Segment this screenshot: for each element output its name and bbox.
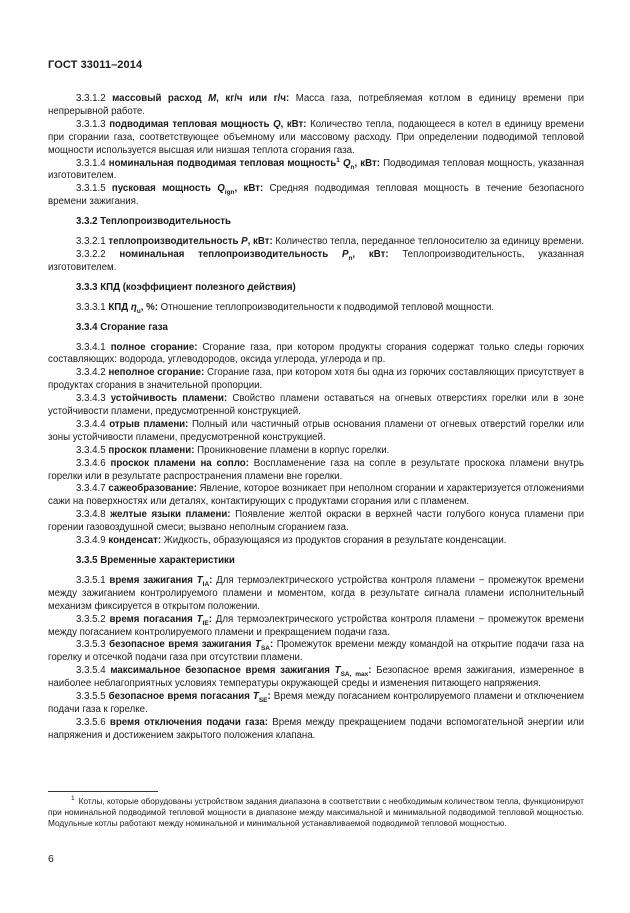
definition: Время между прекращением подачи вспомогательной энергии или напряжения и достижением закрытого положения клапана. [48, 716, 584, 741]
clause-number: 3.3.1.2 [76, 93, 106, 104]
definition: Воспламенение газа на сопле в результате проскока пламени внутрь горелки или в результате распространения пламени вне горелки. [48, 457, 584, 482]
clause-number: 3.3.1.3 [76, 118, 106, 130]
definition: Жидкость, образующаяся из продуктов сгорания в результате конденсации. [163, 535, 507, 547]
definition: Теплопроизводительность, указанная изготовителем. [48, 248, 584, 273]
term: отрыв пламени: [109, 418, 189, 430]
clause-3-3-4-6 [48, 458, 584, 484]
section-heading-3-3-5: 3.3.5 Временные характеристики [76, 555, 235, 566]
clause-3-3-1-4 [48, 158, 584, 184]
section-heading-3-3-3: 3.3.3 КПД (коэффициент полезного действия) [76, 281, 296, 293]
clause-number: 3.3.4.2 [76, 367, 106, 379]
term: пусковая мощность $Q_{ign}$, кВт: [111, 183, 264, 197]
clause-number: 3.3.5.4 [76, 665, 106, 677]
definition: Явление, которое возникает при неполном сгорании и характеризуется отложениями сажи на поверхностях или деталях, контактирующих с продуктами сгорания или с пламенем. [48, 483, 584, 508]
definition: Время между погасанием контролируемого пламени и отключением подачи газа к горелке. [48, 691, 585, 715]
term: проскок пламени на сопло: [110, 457, 249, 469]
term: подводимая тепловая мощность Q, кВт: [109, 118, 307, 130]
term: массовый расход M, кг/ч или г/ч: [112, 93, 290, 104]
clause-number: 3.3.2.2 [76, 248, 106, 260]
clause-number: 3.3.2.1 [76, 236, 106, 248]
clause-3-3-3-1 [48, 302, 584, 315]
term: неполное сгорание: [108, 367, 205, 379]
term: конденсат: [108, 535, 162, 547]
clause-3-3-4-1 [48, 342, 584, 368]
term: номинальная теплопроизводительность $P_n$, кВт: [119, 248, 389, 262]
term: желтые языки пламени: [110, 509, 231, 521]
clause-number: 3.3.4.7 [76, 483, 106, 495]
clause-3-3-4-5 [48, 445, 584, 458]
term: максимальное безопасное время зажигания $T_{SA, max}$: [110, 665, 372, 679]
definition: Полный или частичный отрыв основания пламени от огневых отверстий горелки или зоны устойчивости пламени, предусмотренной конструкцией. [48, 418, 584, 443]
clause-3-3-5-5 [48, 691, 584, 717]
section-heading-3-3-2: 3.3.2 Теплопроизводительность [76, 216, 232, 228]
term: безопасное время зажигания $T_{SA}$: [109, 639, 274, 653]
clause-number: 3.3.4.1 [76, 341, 106, 353]
term: устойчивость пламени: [110, 393, 228, 405]
clause-3-3-2-2 [48, 249, 584, 275]
document-body [48, 93, 584, 743]
definition: Средняя подводимая тепловая мощность в течение безопасного времени зажигания. [48, 183, 585, 208]
clause-3-3-4-3 [48, 393, 584, 419]
clause-3-3-5-6 [48, 717, 584, 743]
term: полное сгорание: [110, 341, 198, 353]
definition: Появление желтой окраски в верхней части голубого конуса пламени при горении газовоздушной смеси; вызвано неполным сгоранием газа. [48, 509, 584, 534]
clause-number: 3.3.5.2 [76, 613, 106, 625]
clause-3-3-2-1 [48, 236, 584, 249]
footnote-separator [48, 791, 158, 792]
clause-3-3-5-2 [48, 614, 584, 640]
clause-3-3-4-4 [48, 419, 584, 445]
definition: Безопасное время зажигания, измеренное в наиболее неблагоприятных условиях температуры окружающей среды и изменения питающего напряжения. [48, 665, 584, 690]
clause-number: 3.3.4.3 [76, 393, 106, 405]
page-number: 6 [48, 853, 54, 865]
clause-number: 3.3.5.1 [76, 574, 106, 586]
clause-3-3-5-1 [48, 575, 584, 614]
clause-3-3-4-7 [48, 483, 584, 509]
document-header: ГОСТ 33011–2014 [48, 59, 143, 71]
definition: Количество тепла, подающееся в котел в единицу времени при сгорании газа, соответствующее объемному или массовому расходу. При определении подводимой тепловой мощности используется высшая или низшая теплота сгорания газа. [48, 118, 584, 156]
term: время отключения подачи газа: [109, 716, 268, 728]
clause-3-3-5-4 [48, 665, 584, 691]
definition: Масса газа, потребляемая котлом в единицу времени при непрерывной работе. [48, 93, 584, 117]
clause-number: 3.3.4.4 [76, 418, 106, 430]
clause-3-3-1-5 [48, 183, 584, 209]
definition: Отношение теплопроизводительности к подводимой тепловой мощности. [160, 301, 495, 313]
footnote-text: Котлы, которые оборудованы устройством задания диапазона в соответствии с необходимым количеством тепла, функционируют при номинальной подводимой тепловой мощности в диапазоне между максимальной и минимальной подводимой тепловой мощностью. Модульные котлы работают между номинальной и минимальной устанавливаемой подводимой тепловой мощностью. [48, 796, 584, 828]
clause-3-3-5-3 [48, 639, 584, 665]
footnote-mark: 1 [71, 795, 75, 803]
term: КПД $\eta_u$, %: [108, 301, 158, 315]
footnote-reference: 1 [336, 156, 340, 164]
clause-number: 3.3.5.5 [76, 691, 106, 703]
term: время зажигания $T_{IA}$: [109, 574, 213, 588]
clause-number: 3.3.3.1 [76, 301, 106, 313]
clause-3-3-1-2 [48, 93, 584, 119]
definition: Сгорание газа, при котором продукты сгорания содержат только следы горючих составляющих: водорода, углеводородов, оксида углерода, углерода и пр. [48, 341, 585, 366]
definition: Подводимая тепловая мощность, указанная изготовителем. [48, 157, 584, 182]
clause-number: 3.3.1.4 [76, 157, 106, 169]
definition: Сгорание газа, при котором хотя бы одна из горючих составляющих присутствует в продуктах сгорания в значительной пропорции. [48, 367, 584, 392]
clause-number: 3.3.5.3 [76, 639, 106, 651]
definition: Проникновение пламени в корпус горелки. [197, 444, 390, 456]
definition: Промежуток времени между командой на открытие подачи газа на горелку и отсечкой подачи газа при отсутствии пламени. [48, 639, 584, 664]
clause-number: 3.3.4.6 [76, 457, 106, 469]
term: теплопроизводительность P, кВт: [108, 236, 273, 248]
term: безопасное время погасания $T_{SE}$: [108, 691, 271, 704]
clause-3-3-1-3 [48, 119, 584, 158]
term: сажеобразование: [108, 483, 197, 495]
term: проскок пламени: [108, 444, 195, 456]
definition: Свойство пламени оставаться на огневых отверстиях горелки или в зоне устойчивости пламени, предусмотренной конструкцией. [48, 393, 584, 418]
clause-3-3-4-8 [48, 509, 584, 535]
footnote [48, 796, 584, 829]
clause-number: 3.3.4.8 [76, 509, 106, 521]
clause-number: 3.3.1.5 [76, 183, 106, 195]
term: номинальная подводимая тепловая мощность$^1$ $Q_n$, кВт: [108, 156, 380, 171]
section-heading-3-3-4: 3.3.4 Сгорание газа [76, 321, 168, 333]
term: время погасания $T_{IE}$: [109, 613, 212, 627]
definition: Для термоэлектрического устройства контроля пламени − промежуток времени между зажиганием контролируемого пламени и моментом, когда в результате сигнала пламени исполнительный механизм фиксируется в открытом положении. [48, 574, 584, 612]
clause-3-3-4-9 [48, 535, 584, 548]
clause-3-3-4-2 [48, 367, 584, 393]
definition: Для термоэлектрического устройства контроля пламени − промежуток времени между погасанием контролируемого пламени и прекращением подачи газа. [48, 613, 584, 638]
clause-number: 3.3.4.9 [76, 535, 106, 547]
clause-number: 3.3.4.5 [76, 444, 106, 456]
clause-number: 3.3.5.6 [76, 716, 106, 728]
definition: Количество тепла, переданное теплоносителю за единицу времени. [275, 236, 585, 248]
